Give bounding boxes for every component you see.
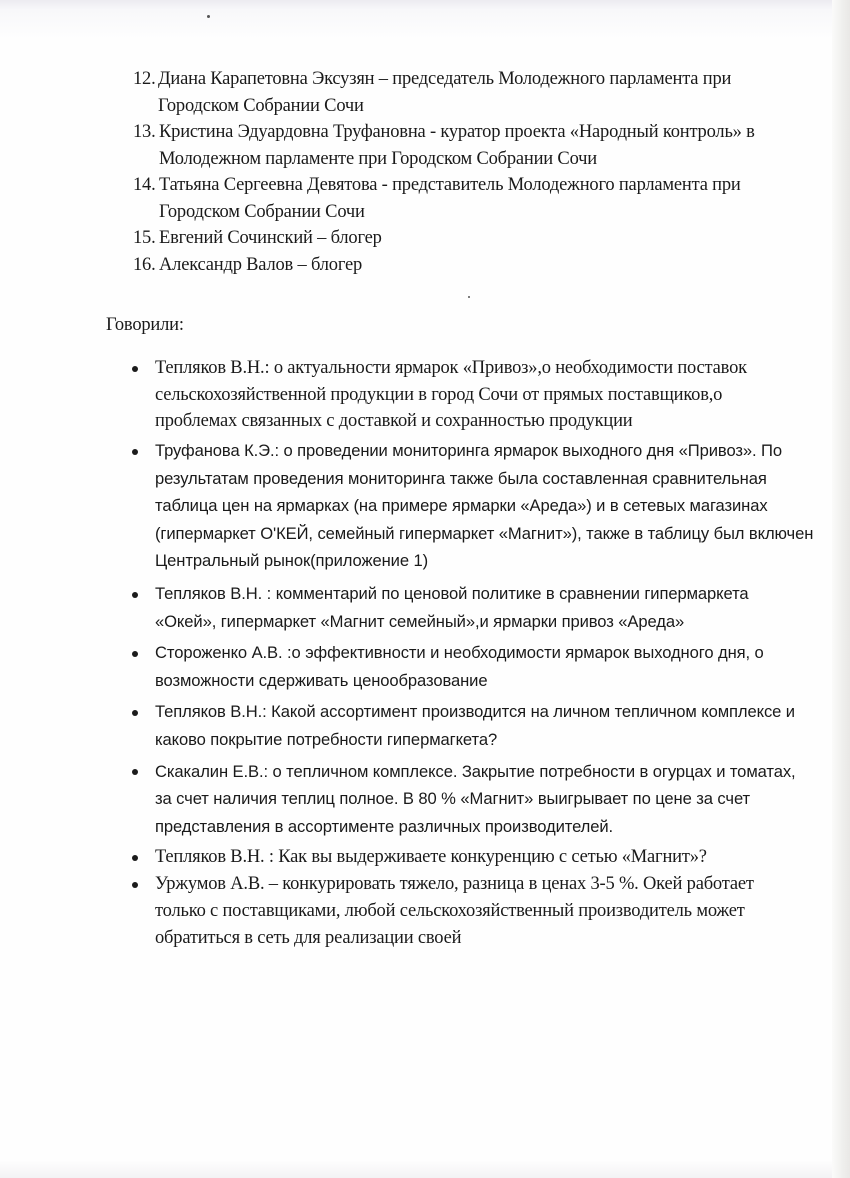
statement-item (130, 580, 795, 635)
bullet-icon (132, 769, 138, 775)
item-text: Диана Карапетовна Эксузян – председатель Молодежного парламента при Городском Собрании Сочи (158, 69, 732, 116)
bullet-icon (132, 592, 138, 598)
item-number: 15. (133, 228, 156, 248)
statement-text: Тепляков В.Н.: о актуальности ярмарок «Привоз»,о необходимости поставок сельскохозяйственной продукции в город Сочи от прямых поставщиков,о проблемах связанных с доставкой и сохранностью продукции (155, 358, 747, 432)
participant-item (133, 119, 813, 172)
statements-list (130, 355, 814, 951)
bullet-icon (132, 855, 138, 861)
statement-item (130, 355, 795, 435)
statement-item (130, 437, 815, 575)
statement-text: Тепляков В.Н.: Какой ассортимент производится на личном тепличном комплексе и каково покрытие потребности гипермагкета? (155, 702, 795, 750)
scan-speck (468, 296, 470, 298)
statement-item (130, 871, 795, 951)
statement-text: Тепляков В.Н. : Как вы выдерживаете конкуренцию с сетью «Магнит»? (155, 847, 707, 868)
section-heading: Говорили: (106, 315, 184, 335)
item-number: 16. (133, 254, 156, 275)
statement-item (130, 844, 815, 871)
participant-item (133, 225, 813, 252)
item-number: 13. (133, 122, 156, 142)
item-text: Александр Валов – блогер (159, 254, 363, 275)
statement-item (130, 639, 775, 694)
item-text: Евгений Сочинский – блогер (159, 228, 382, 248)
scan-edge-shadow (832, 0, 850, 1178)
participant-item (133, 66, 813, 119)
bullet-icon (132, 882, 138, 888)
item-text: Кристина Эдуардовна Труфановна - куратор проекта «Народный контроль» в Молодежном парламенте при Городском Собрании Сочи (159, 122, 755, 169)
statement-text: Стороженко А.В. :о эффективности и необходимости ярмарок выходного дня, о возможности сдерживать ценообразование (155, 643, 764, 690)
statement-text: Скакалин Е.В.: о тепличном комплексе. Закрытие потребности в огурцах и томатах, за счет наличия теплиц полное. В 80 % «Магнит» выигрывает по цене за счет представления в ассортименте различных производителей. (155, 761, 796, 836)
statement-item (130, 698, 815, 753)
participants-list (133, 66, 813, 278)
scan-speck (207, 15, 210, 18)
bullet-icon (132, 449, 138, 455)
item-text: Татьяна Сергеевна Девятова - представитель Молодежного парламента при Городском Собрании Сочи (159, 175, 741, 222)
bullet-icon (132, 366, 138, 372)
item-number: 12. (133, 69, 156, 89)
participant-item (133, 172, 813, 225)
bullet-icon (132, 710, 138, 716)
statement-text: Тепляков В.Н. : комментарий по ценовой политике в сравнении гипермаркета «Окей», гипермаркет «Магнит семейный»,и ярмарки привоз «Ареда» (155, 584, 749, 631)
statement-text: Уржумов А.В. – конкурировать тяжело, разница в ценах 3-5 %. Окей работает только с поставщиками, любой сельскохозяйственный производитель может обратиться в сеть для реализации своей (155, 874, 754, 948)
statement-item (130, 758, 805, 841)
statement-text: Труфанова К.Э.: о проведении мониторинга ярмарок выходного дня «Привоз». По результатам проведения мониторинга также была составленная сравнительная таблица цен на ярмарках (на примере ярмарки «Ареда») и в сетевых магазинах (гипермаркет О'КЕЙ, семейный гипермаркет «Магнит»), также в таблицу был включен Центральный рынок(приложение 1) (155, 441, 814, 571)
item-number: 14. (133, 175, 156, 195)
bullet-icon (132, 651, 138, 657)
participant-item (133, 252, 813, 279)
